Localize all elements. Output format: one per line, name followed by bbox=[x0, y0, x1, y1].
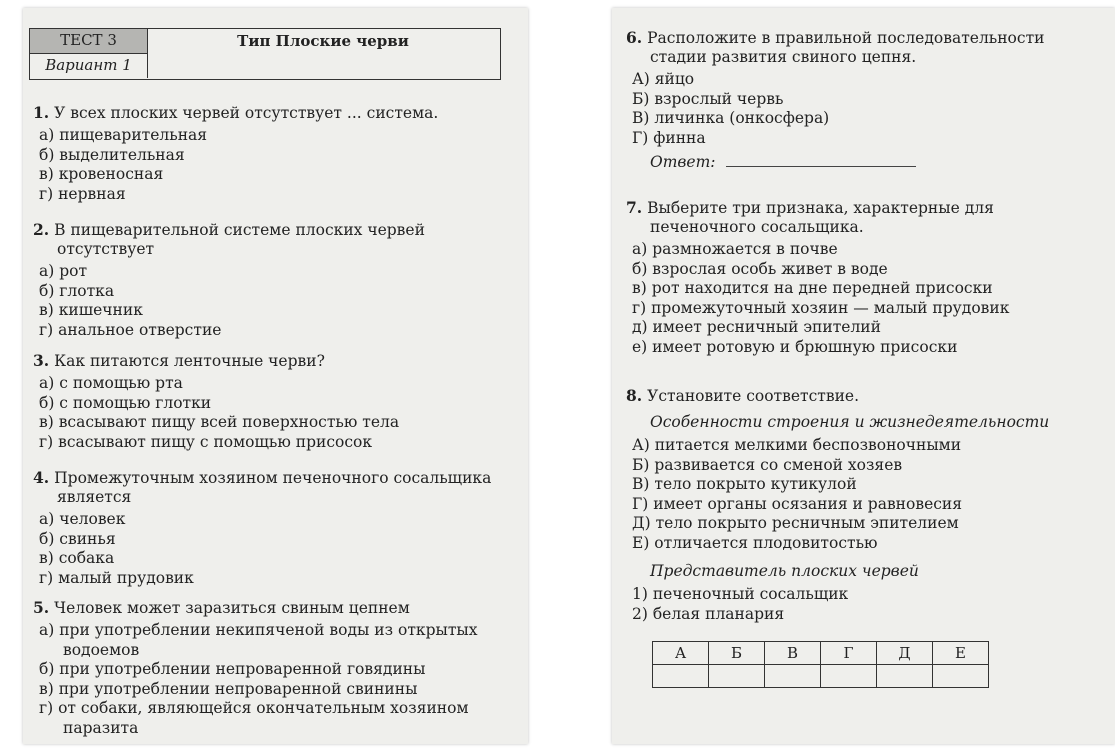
option: б) с помощью глотки bbox=[39, 393, 212, 412]
option: г) малый прудовик bbox=[39, 568, 194, 587]
question-text: У всех плоских червей отсутствует ... система. bbox=[54, 104, 439, 122]
representative-item: 1) печеночный сосальщик bbox=[632, 585, 849, 603]
question-text: Выберите три признака, характерные для печеночного сосальщика. bbox=[647, 199, 994, 236]
option: г) нервная bbox=[39, 184, 126, 203]
question-text: Промежуточным хозяином печеночного сосальщика является bbox=[54, 469, 492, 506]
answer-table-header: В bbox=[765, 642, 821, 665]
right-page bbox=[612, 8, 1115, 744]
question-7 bbox=[626, 198, 1104, 357]
answer-cell[interactable] bbox=[821, 665, 877, 688]
option: в) собака bbox=[39, 549, 115, 567]
option: а) при употреблении некипяченой воды из открытых водоемов bbox=[39, 621, 478, 659]
features-heading: Особенности строения и жизнедеятельности bbox=[650, 413, 1050, 431]
question-number: 3. bbox=[33, 351, 50, 370]
feature-item: Е) отличается плодовитостью bbox=[632, 533, 878, 552]
option: г) промежуточный хозяин — малый прудовик bbox=[632, 298, 1010, 317]
feature-item: Д) тело покрыто ресничным эпителием bbox=[632, 514, 959, 532]
representatives-heading: Представитель плоских червей bbox=[650, 562, 919, 580]
left-page bbox=[23, 8, 528, 744]
option: б) выделительная bbox=[39, 145, 185, 164]
answer-table-header: Г bbox=[821, 642, 877, 665]
option: Г) финна bbox=[632, 128, 706, 147]
option: в) кишечник bbox=[39, 301, 143, 319]
question-text: Как питаются ленточные черви? bbox=[54, 352, 325, 370]
answer-table-header: Д bbox=[877, 642, 933, 665]
answer-cell[interactable] bbox=[765, 665, 821, 688]
answer-table-input-row bbox=[653, 665, 989, 688]
question-text: Расположите в правильной последовательности стадии развития свиного цепня. bbox=[647, 29, 1045, 66]
option: б) взрослая особь живет в воде bbox=[632, 259, 888, 278]
feature-item: А) питается мелкими беспозвоночными bbox=[632, 436, 962, 454]
option: в) рот находится на дне передней присоски bbox=[632, 279, 993, 297]
question-4 bbox=[33, 468, 513, 588]
option: г) всасывают пищу с помощью присосок bbox=[39, 432, 373, 451]
answer-cell[interactable] bbox=[709, 665, 765, 688]
question-5 bbox=[33, 598, 513, 738]
option: д) имеет ресничный эпителий bbox=[632, 318, 881, 336]
option: а) рот bbox=[39, 262, 88, 280]
option: а) с помощью рта bbox=[39, 374, 183, 392]
option: г) анальное отверстие bbox=[39, 320, 222, 339]
question-3 bbox=[33, 351, 513, 452]
answer-table-header: А bbox=[653, 642, 709, 665]
question-text: В пищеварительной системе плоских червей отсутствует bbox=[54, 221, 425, 258]
option: б) свинья bbox=[39, 529, 116, 548]
question-number: 6. bbox=[626, 28, 643, 47]
feature-item: Б) развивается со сменой хозяев bbox=[632, 455, 903, 474]
question-number: 2. bbox=[33, 220, 50, 239]
option: а) пищеварительная bbox=[39, 126, 208, 144]
answer-label: Ответ: bbox=[650, 153, 716, 171]
option: В) личинка (онкосфера) bbox=[632, 109, 830, 127]
option: б) при употреблении непроваренной говядины bbox=[39, 660, 426, 678]
option: в) всасывают пищу всей поверхностью тела bbox=[39, 413, 400, 431]
answer-table bbox=[652, 641, 989, 688]
answer-table-header: Е bbox=[933, 642, 989, 665]
answer-table-header-row bbox=[653, 642, 989, 665]
answer-blank[interactable] bbox=[726, 152, 916, 167]
test-title: Тип Плоские черви bbox=[237, 32, 409, 50]
question-text: Человек может заразиться свиным цепнем bbox=[54, 599, 410, 617]
feature-item: Г) имеет органы осязания и равновесия bbox=[632, 494, 963, 513]
option: Б) взрослый червь bbox=[632, 89, 784, 108]
feature-item: В) тело покрыто кутикулой bbox=[632, 475, 857, 493]
question-number: 1. bbox=[33, 103, 50, 122]
option: А) яйцо bbox=[632, 70, 695, 88]
question-number: 8. bbox=[626, 386, 643, 405]
option: а) человек bbox=[39, 510, 126, 528]
option: е) имеет ротовую и брюшную присоски bbox=[632, 337, 958, 356]
test-label: ТЕСТ 3 bbox=[30, 29, 148, 54]
representative-item: 2) белая планария bbox=[632, 604, 785, 623]
question-8 bbox=[626, 386, 1104, 624]
answer-table-header: Б bbox=[709, 642, 765, 665]
option: а) размножается в почве bbox=[632, 240, 838, 258]
option: б) глотка bbox=[39, 281, 115, 300]
answer-cell[interactable] bbox=[653, 665, 709, 688]
answer-cell[interactable] bbox=[933, 665, 989, 688]
question-text: Установите соответствие. bbox=[647, 387, 860, 405]
question-6 bbox=[626, 28, 1104, 172]
variant-label: Вариант 1 bbox=[30, 54, 148, 78]
option: в) кровеносная bbox=[39, 165, 164, 183]
option: г) от собаки, являющейся окончательным хозяином паразита bbox=[39, 699, 469, 737]
question-number: 7. bbox=[626, 198, 643, 217]
option: в) при употреблении непроваренной свинины bbox=[39, 679, 418, 698]
answer-line bbox=[626, 152, 1104, 172]
test-header bbox=[29, 28, 501, 80]
question-2 bbox=[33, 220, 513, 340]
question-1 bbox=[33, 103, 513, 204]
answer-cell[interactable] bbox=[877, 665, 933, 688]
question-number: 4. bbox=[33, 468, 50, 487]
question-number: 5. bbox=[33, 598, 50, 617]
